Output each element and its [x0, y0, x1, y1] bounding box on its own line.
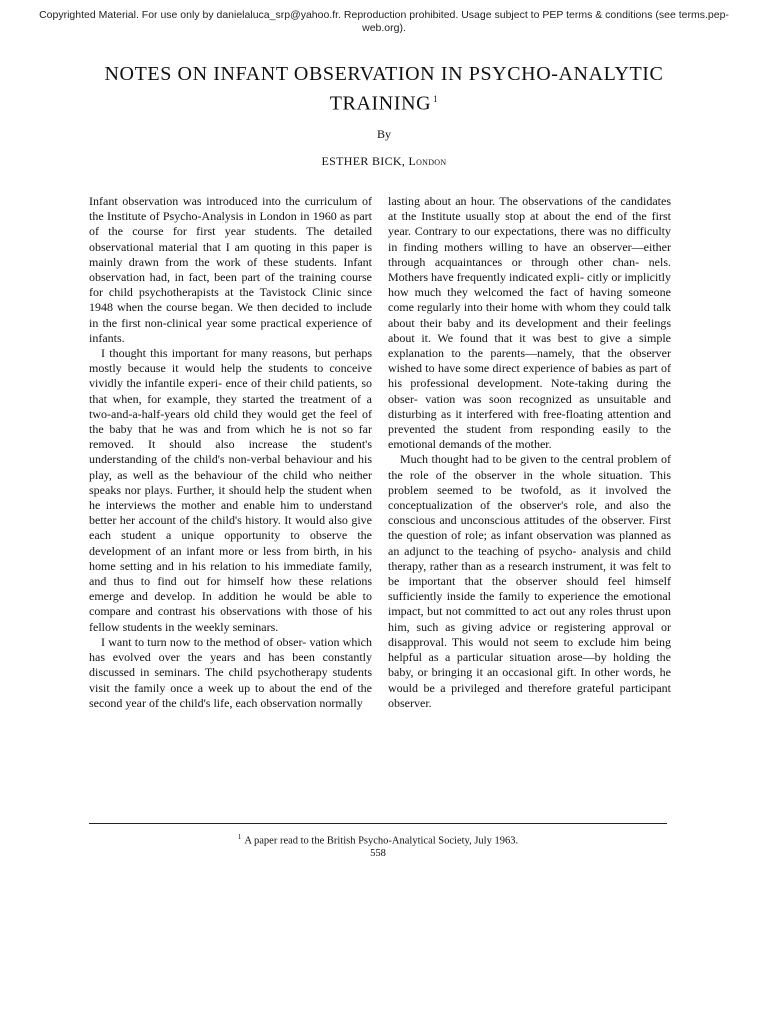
paragraph: lasting about an hour. The observations of the candidates at the Institute usually stop at about the end of the first year. Contrary to our expectations, there was no difficulty in finding mothers willing to have an observer—either through acquaintances or through other chan- nels. Mothers have frequently indicated expli- citly or implicitly how much they welcomed the fact of having someone come regularly into their home with whom they could talk about their baby and its development and their feelings about it. We found that it was best to give a simple explanation to the parents—namely, that the observer wished to have some direct experience of babies as part of his professional development. Note-taking during the obser- vation was soon recognized as unsuitable and disturbing as it interfered with free-floating attention and prevented the student from responding easily to the emotional demands of the mother.: [388, 194, 671, 452]
right-column: [388, 194, 671, 711]
footnote-marker: 1: [237, 833, 242, 841]
paragraph: I want to turn now to the method of obser- vation which has evolved over the years and has been constantly discussed in seminars. The child psychotherapy students visit the family once a week up to about the end of the second year of the child's life, each observation normally: [89, 634, 372, 710]
article-title: [60, 62, 708, 117]
paragraph: Infant observation was introduced into the curriculum of the Institute of Psycho-Analysis in London in 1960 as part of the course for first year students. The detailed observational material that I am quoting in this paper is mainly drawn from the work of these students. Infant observation had, in fact, been part of the training course for child psychotherapists at the Tavistock Clinic since 1948 when the course began. We then decided to include in the first non-clinical year some practical experience of infants.: [89, 194, 372, 345]
page-number: 558: [370, 848, 386, 859]
footnote-divider: [89, 823, 667, 824]
paragraph: Much thought had to be given to the central problem of the role of the observer in the whole situation. This problem seemed to be twofold, as it involved the conceptualization of the observer's role, and also the conscious and unconscious attitudes of the observer. First the question of role; as infant observation was planned as an adjunct to the teaching of psycho- analysis and child therapy, rather than as a research instrument, it was felt to be important that the observer should feel himself sufficiently inside the family to experience the emotional impact, but not committed to act out any roles thrust upon him, such as giving advice or registering approval or disapproval. This would not seem to exclude him being helpful as a particular situation arose—by holding the baby, or bringing it an occasional gift. In other words, he would be a privileged and therefore grateful participant observer.: [388, 452, 671, 710]
author-location: London: [408, 154, 447, 168]
byline: By: [376, 127, 391, 141]
title-footnote-marker[interactable]: 1: [433, 94, 439, 104]
left-column: [89, 194, 372, 711]
paragraph: I thought this important for many reasons, but perhaps mostly because it would help the students to conceive vividly the infantile experi- ence of their child patients, so that when, for example, they started the treatment of a two-and-a-half-years old child they would get the feel of the baby that he was and from which he is not so far removed. It should also increase the student's understanding of the child's non-verbal behaviour and his play, as well as the behaviour of the child who neither speaks nor plays. Further, it should help the student when he interviews the mother and enable him to understand better her account of the child's history. It would also give each student a unique opportunity to observe the development of an infant more or less from birth, in his home setting and in his relation to his immediate family, and thus to find out for himself how these relations emerge and develop. In addition he would be able to compare and contrast his observations with those of his fellow students in the weekly seminars.: [89, 346, 372, 634]
author-name: ESTHER BICK,: [321, 154, 409, 168]
footnote: [89, 833, 667, 847]
article-title-text: NOTES ON INFANT OBSERVATION IN PSYCHO-ANALYTIC TRAINING: [104, 63, 664, 115]
copyright-notice: Copyrighted Material. For use only by danielaluca_srp@yahoo.fr. Reproduction prohibited. Usage subject to PEP terms & conditions (see terms.pep-web.org).: [39, 9, 729, 34]
footnote-text: A paper read to the British Psycho-Analytical Society, July 1963.: [244, 835, 519, 847]
author-line: [60, 154, 708, 169]
